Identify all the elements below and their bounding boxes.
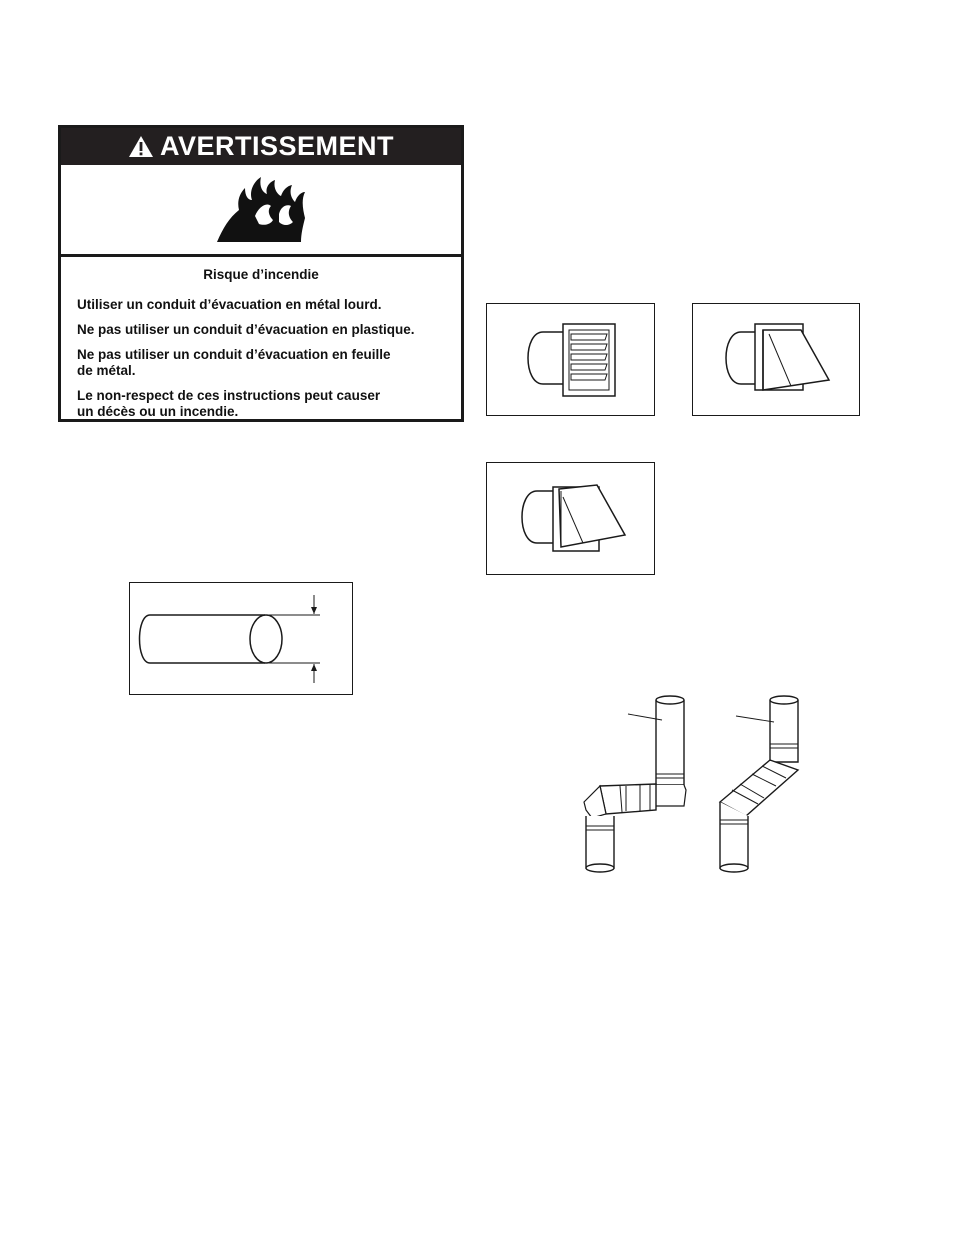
box-hood-drawing (693, 304, 858, 414)
warning-line-4 (77, 388, 461, 420)
warning-line-3 (77, 347, 461, 379)
warning-header (61, 128, 461, 165)
warning-triangle-icon (128, 135, 154, 158)
flame-section (61, 165, 461, 257)
warning-line-1: Utiliser un conduit d’évacuation en métal lourd. (77, 297, 382, 312)
angled-hood-drawing (487, 463, 653, 573)
warning-line-4b: un décès ou un incendie. (77, 404, 239, 419)
warning-line-3b: de métal. (77, 363, 136, 378)
warning-title: AVERTISSEMENT (159, 131, 395, 161)
louvered-hood-drawing (487, 304, 653, 414)
box-hood-figure (692, 303, 860, 416)
flame-icon (215, 176, 307, 244)
duct-cylinder-drawing (130, 583, 351, 693)
warning-line-2: Ne pas utiliser un conduit d’évacuation en plastique. (77, 322, 415, 337)
risk-title: Risque d’incendie (203, 267, 319, 282)
elbow-offset-figure (570, 690, 810, 875)
warning-text (61, 257, 461, 420)
duct-diameter-figure (129, 582, 353, 695)
warning-box (58, 125, 464, 422)
louvered-hood-figure (486, 303, 655, 416)
angled-hood-figure (486, 462, 655, 575)
warning-line-3a: Ne pas utiliser un conduit d’évacuation en feuille (77, 347, 391, 362)
warning-line-4a: Le non-respect de ces instructions peut causer (77, 388, 381, 403)
